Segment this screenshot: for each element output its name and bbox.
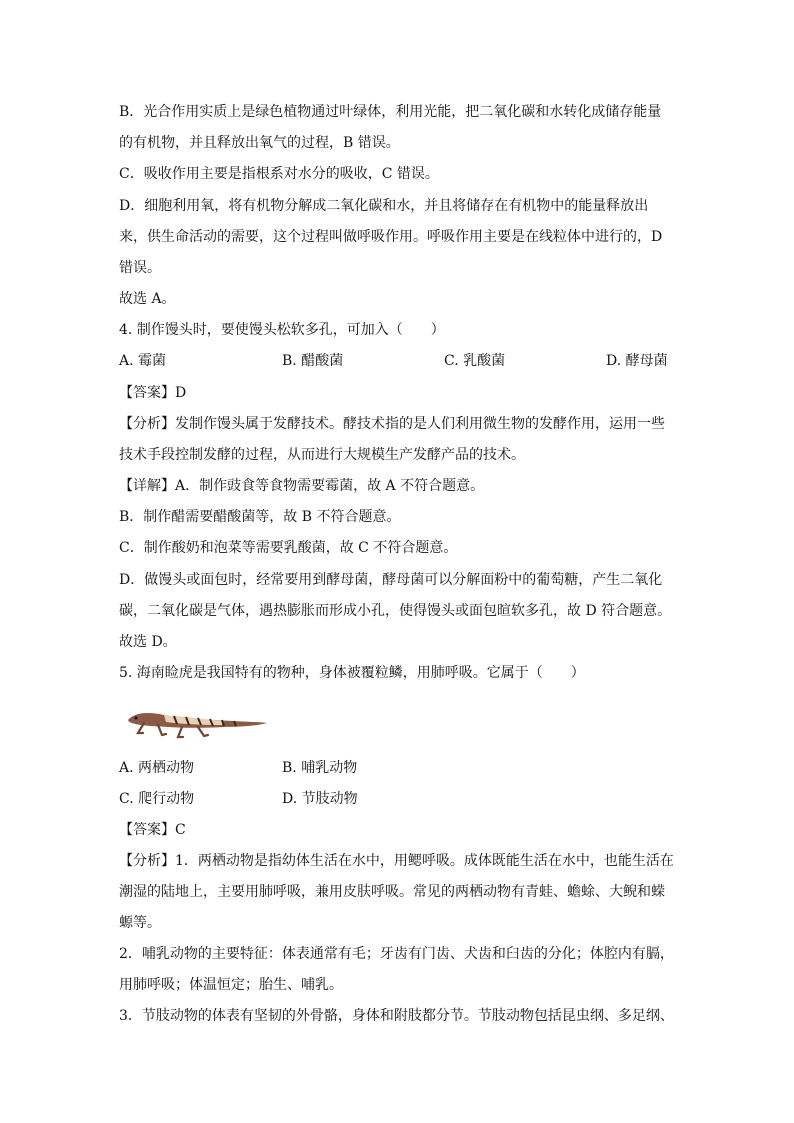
q5-option-d: D. 节肢动物 — [282, 791, 358, 807]
q4-option-b: B. 醋酸菌 — [282, 353, 344, 369]
q4-option-d: D. 酵母菌 — [606, 353, 668, 369]
text-line: C．吸收作用主要是指根系对水分的吸收，C 错误。 — [119, 166, 439, 182]
text-line: D．做馒头或面包时，经常要用到酵母菌，酵母菌可以分解面粉中的葡萄糖，产生二氧化 — [119, 572, 663, 588]
question-4-stem: 4. 制作馒头时，要使馒头松软多孔，可加入（ ） — [119, 322, 445, 338]
text-line: 【分析】1．两栖动物是指幼体生活在水中，用鳃呼吸。成体既能生活在水中，也能生活在 — [119, 853, 674, 869]
text-line: 错误。 — [119, 260, 161, 276]
text-line: C．制作酸奶和泡菜等需要乳酸菌，故 C 不符合题意。 — [119, 540, 458, 556]
answer-line: 【答案】C — [119, 822, 186, 838]
question-5-stem: 5. 海南睑虎是我国特有的物种，身体被覆粒鳞，用肺呼吸。它属于（ ） — [119, 665, 585, 681]
text-line: 【分析】发制作馒头属于发酵技术。酵技术指的是人们利用微生物的发酵作用，运用一些 — [119, 416, 665, 432]
text-line: 来，供生命活动的需要，这个过程叫做呼吸作用。呼吸作用主要是在线粒体中进行的，D — [119, 229, 663, 245]
text-line: D．细胞利用氧，将有机物分解成二氧化碳和水，并且将储存在有机物中的能量释放出 — [119, 198, 649, 214]
text-line: B．制作醋需要醋酸菌等，故 B 不符合题意。 — [119, 509, 401, 525]
text-line: 用肺呼吸；体温恒定；胎生、哺乳。 — [119, 977, 343, 993]
q4-option-a: A. 霉菌 — [119, 353, 167, 369]
text-line: B．光合作用实质上是绿色植物通过叶绿体，利用光能，把二氧化碳和水转化成储存能量 — [119, 104, 662, 120]
answer-line: 【答案】D — [119, 385, 187, 401]
text-line: 故选 D。 — [119, 634, 177, 650]
q5-option-a: A. 两栖动物 — [119, 760, 195, 776]
text-line: 【详解】A．制作豉食等食物需要霉菌，故 A 不符合题意。 — [119, 478, 485, 494]
gecko-image — [124, 700, 270, 740]
text-line: 的有机物，并且释放出氧气的过程，B 错误。 — [119, 135, 400, 151]
q5-option-b: B. 哺乳动物 — [282, 760, 358, 776]
q4-option-c: C. 乳酸菌 — [444, 353, 506, 369]
text-line: 潮湿的陆地上，主要用肺呼吸，兼用皮肤呼吸。常见的两栖动物有青蛙、蟾蜍、大鲵和蝾 — [119, 884, 665, 900]
text-line: 3．节肢动物的体表有坚韧的外骨骼，身体和附肢都分节。节肢动物包括昆虫纲、多足纲、 — [119, 1008, 674, 1024]
text-line: 技术手段控制发酵的过程，从而进行大规模生产发酵产品的技术。 — [119, 447, 525, 463]
text-line: 螈等。 — [119, 915, 161, 931]
text-line: 碳，二氧化碳是气体，遇热膨胀而形成小孔，使得馒头或面包暄软多孔，故 D 符合题意。 — [119, 603, 672, 619]
text-line: 2．哺乳动物的主要特征：体表通常有毛；牙齿有门齿、犬齿和臼齿的分化；体腔内有膈， — [119, 946, 674, 962]
text-line: 故选 A。 — [119, 291, 176, 307]
q5-option-c: C. 爬行动物 — [119, 791, 195, 807]
